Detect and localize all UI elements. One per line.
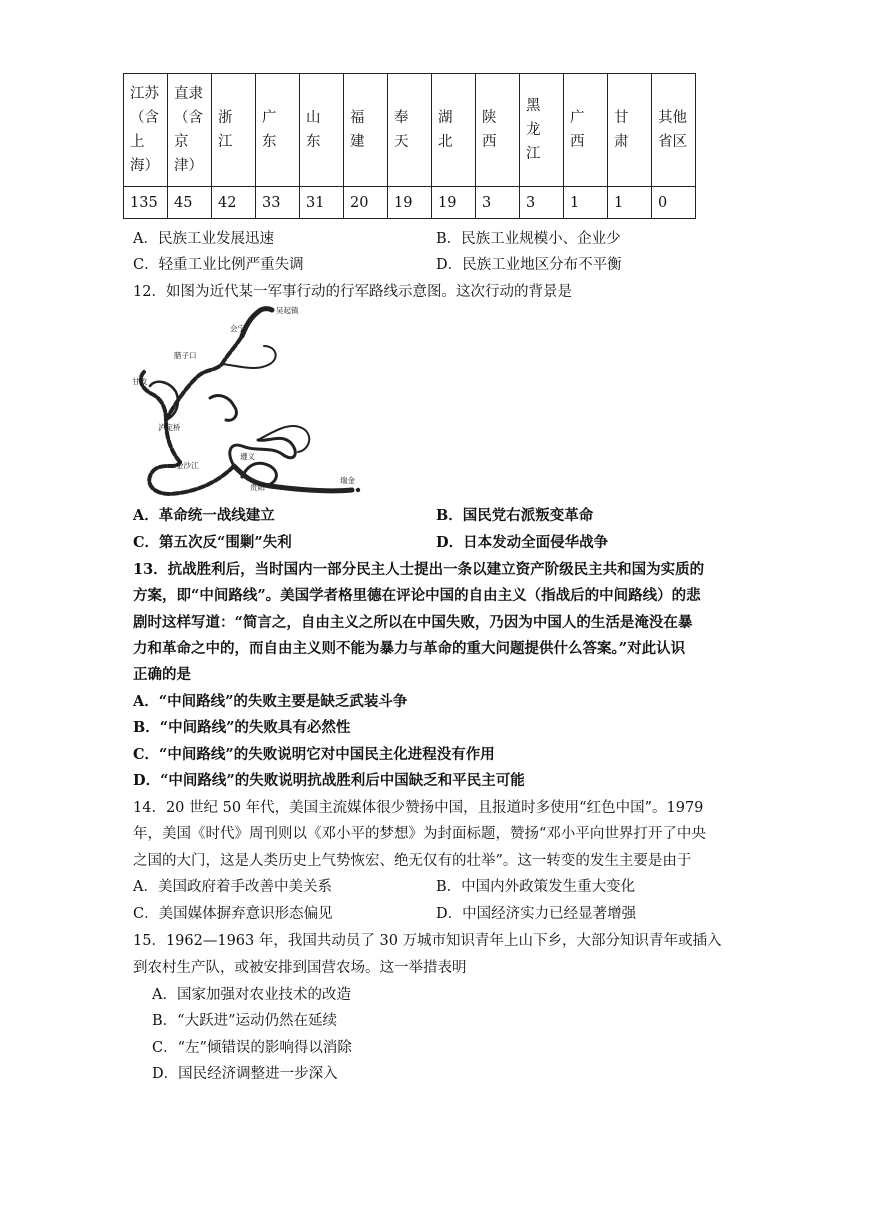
table-value-cell: 45 (168, 187, 212, 219)
header-text-line: 龙 (526, 122, 541, 138)
table-header-cell (344, 74, 388, 187)
q15-line-2: 到农村生产队，或被安排到国营农场。这一举措表明 (133, 960, 467, 976)
march-route-map (130, 302, 382, 502)
table-value-cell: 1 (608, 187, 652, 219)
table-value-cell: 42 (212, 187, 256, 219)
q13-line-1: 13．抗战胜利后，当时国内一部分民主人士提出一条以建立资产阶级民主共和国为实质的 (133, 561, 705, 578)
header-text-line: 浙 (218, 110, 233, 126)
q14-option-a: A．美国政府着手改善中美关系 (133, 879, 332, 895)
header-text-line: 直隶 (174, 86, 203, 102)
header-text-line: 肃 (614, 134, 629, 150)
table-value-cell: 19 (388, 187, 432, 219)
table-value-row (124, 187, 696, 219)
header-text-line: （含 (130, 110, 159, 126)
q14-line-2: 年，美国《时代》周刊则以《邓小平的梦想》为封面标题，赞扬“邓小平向世界打开了中央 (133, 826, 706, 842)
label-ruijin: 瑞金 (340, 476, 355, 485)
q11-option-a: A．民族工业发展迅速 (133, 231, 274, 247)
table-value-cell: 19 (432, 187, 476, 219)
q13-line-2: 方案，即“中间路线”。美国学者格里德在评论中国的自由主义（指战后的中间路线）的悲 (133, 587, 701, 604)
header-text-line: 黑 (526, 98, 541, 114)
table-value-cell: 1 (564, 187, 608, 219)
q13-option-b: B．“中间路线”的失败具有必然性 (133, 719, 351, 736)
q11-option-d: D．民族工业地区分布不平衡 (436, 257, 622, 273)
q13-line-4: 力和革命之中的，而自由主义则不能为暴力与革命的重大问题提供什么答案。”对此认识 (133, 640, 686, 657)
label-wuqi: 吴起镇 (276, 306, 299, 315)
table-header-cell (564, 74, 608, 187)
province-enterprise-table (123, 73, 696, 219)
q14-line-1: 14．20 世纪 50 年代，美国主流媒体很少赞扬中国，且报道时多使用“红色中国”。1979 (133, 800, 704, 816)
q12-stem: 12．如图为近代某一军事行动的行军路线示意图。这次行动的背景是 (133, 284, 572, 300)
header-text-line: 广 (262, 110, 277, 126)
q13-option-c: C．“中间路线”的失败说明它对中国民主化进程没有作用 (133, 746, 495, 763)
q13-option-a: A．“中间路线”的失败主要是缺乏武装斗争 (133, 693, 408, 710)
table-value-cell: 31 (300, 187, 344, 219)
header-text-line: 东 (262, 134, 277, 150)
table-header-cell (476, 74, 520, 187)
header-text-line: 京 (174, 134, 189, 150)
header-text-line: （含 (174, 110, 203, 126)
table-value-cell: 0 (652, 187, 696, 219)
q14-option-d: D．中国经济实力已经显著增强 (436, 906, 637, 922)
header-text-line: 奉 (394, 110, 409, 126)
header-text-line: 江 (218, 134, 233, 150)
label-luding: 泸定桥 (158, 423, 181, 432)
table-header-cell (388, 74, 432, 187)
label-lazikou: 腊子口 (174, 351, 197, 360)
q15-option-a: A．国家加强对农业技术的改造 (152, 987, 351, 1003)
header-text-line: 上 (130, 134, 145, 150)
header-text-line: 江 (526, 146, 541, 162)
table-header-cell (652, 74, 696, 187)
header-text-line: 海） (130, 158, 159, 174)
table-value-cell: 20 (344, 187, 388, 219)
header-text-line: 江苏 (130, 86, 159, 102)
header-text-line: 其他 (658, 110, 687, 126)
table-header-cell (256, 74, 300, 187)
marker-wuqi (270, 308, 274, 312)
route-fourth-front (210, 396, 236, 421)
table-header-cell (520, 74, 564, 187)
header-text-line: 东 (306, 134, 321, 150)
table-value-cell: 3 (520, 187, 564, 219)
label-zunyi: 遵义 (240, 452, 255, 461)
marker-ruijin (356, 488, 360, 492)
header-text-line: 省区 (658, 134, 687, 150)
q14-option-b: B．中国内外政策发生重大变化 (436, 879, 636, 895)
table-header-cell (432, 74, 476, 187)
header-text-line: 福 (350, 110, 365, 126)
table-header-cell (300, 74, 344, 187)
table-value-cell: 135 (124, 187, 168, 219)
table-header-cell (608, 74, 652, 187)
table-value-cell: 33 (256, 187, 300, 219)
header-text-line: 津） (174, 158, 203, 174)
table-header-cell (124, 74, 168, 187)
header-text-line: 西 (570, 134, 585, 150)
table-header-row (124, 74, 696, 187)
q14-option-c: C．美国媒体摒弃意识形态偏见 (133, 906, 333, 922)
q15-option-b: B．“大跃进”运动仍然在延续 (152, 1013, 337, 1029)
label-huining: 会宁 (230, 324, 245, 333)
header-text-line: 西 (482, 134, 497, 150)
q12-option-b: B．国民党右派叛变革命 (436, 507, 594, 524)
q11-option-b: B．民族工业规模小、企业少 (436, 231, 621, 247)
header-text-line: 陕 (482, 110, 497, 126)
label-jinsha: 金沙江 (176, 461, 199, 470)
q15-line-1: 15．1962—1963 年，我国共动员了 30 万城市知识青年上山下乡，大部分知识青年或插入 (133, 933, 722, 949)
q13-line-3: 剧时这样写道：“简言之，自由主义之所以在中国失败，乃因为中国人的生活是淹没在暴 (133, 614, 693, 631)
header-text-line: 天 (394, 134, 409, 150)
label-ganzi: 甘孜 (132, 377, 147, 386)
route-second-front (222, 346, 276, 368)
q11-option-c: C．轻重工业比例严重失调 (133, 257, 304, 273)
table-header-cell (168, 74, 212, 187)
header-text-line: 湖 (438, 110, 453, 126)
header-text-line: 北 (438, 134, 453, 150)
table-header-cell (212, 74, 256, 187)
header-text-line: 广 (570, 110, 585, 126)
route-wuqi-segment (242, 309, 272, 336)
header-text-line: 甘 (614, 110, 629, 126)
q14-line-3: 之国的大门，这是人类历史上气势恢宏、绝无仅有的壮举”。这一转变的发生主要是由于 (133, 853, 692, 869)
label-guiyang: 贵阳 (250, 483, 265, 492)
q13-line-5: 正确的是 (133, 666, 191, 683)
table-value-cell: 3 (476, 187, 520, 219)
q12-option-a: A．革命统一战线建立 (133, 507, 275, 524)
header-text-line: 山 (306, 110, 321, 126)
q12-option-d: D．日本发动全面侵华战争 (436, 534, 609, 551)
q12-option-c: C．第五次反“围剿”失利 (133, 534, 292, 551)
header-text-line: 建 (350, 134, 365, 150)
q15-option-d: D．国民经济调整进一步深入 (152, 1066, 338, 1082)
q15-option-c: C．“左”倾错误的影响得以消除 (152, 1040, 352, 1056)
q13-option-d: D．“中间路线”的失败说明抗战胜利后中国缺乏和平民主可能 (133, 772, 525, 789)
